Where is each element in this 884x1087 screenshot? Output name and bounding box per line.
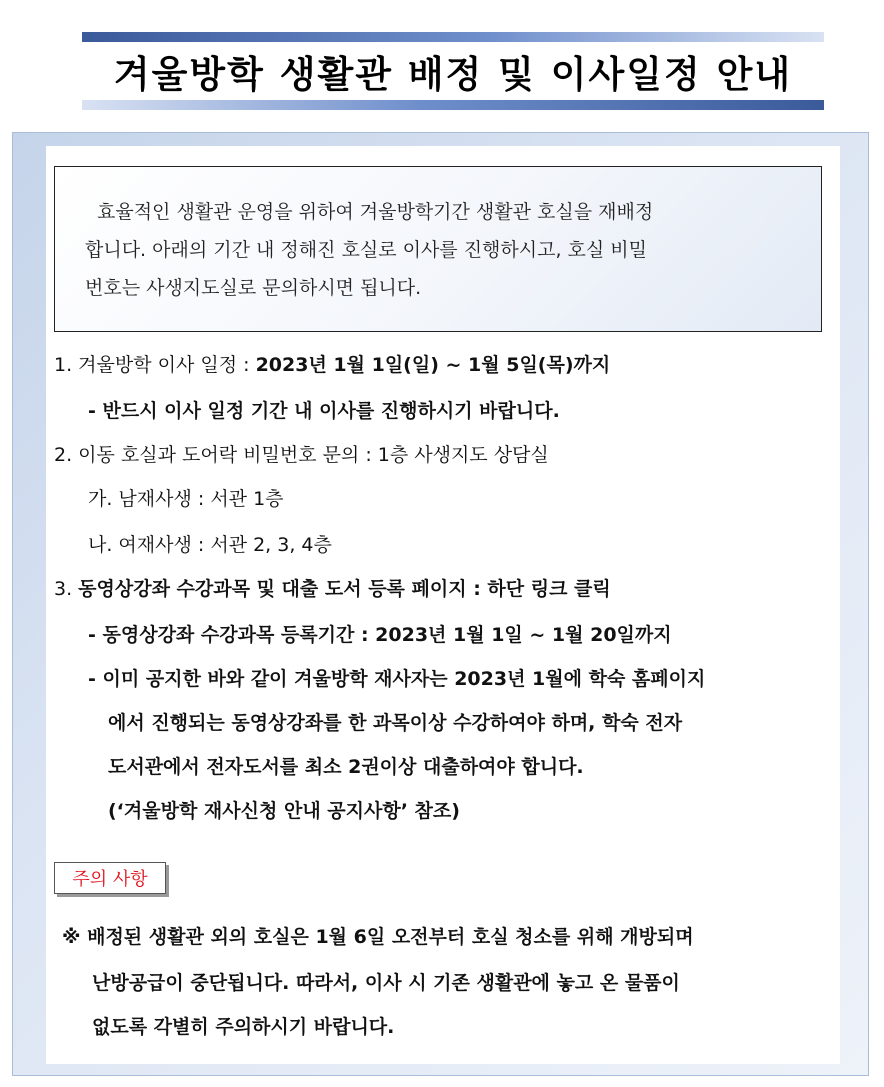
title-bottom-bar bbox=[82, 100, 824, 110]
intro-line-2: 합니다. 아래의 기간 내 정해진 호실로 이사를 진행하시고, 호실 비밀 bbox=[85, 239, 647, 261]
item-3-note-line-2: 에서 진행되는 동영상강좌를 한 과목이상 수강하여야 하며, 학숙 전자 bbox=[108, 712, 683, 734]
item-1-dates: 2023년 1월 1일(일) ~ 1월 5일(목)까지 bbox=[255, 354, 611, 376]
intro-line-3: 번호는 사생지도실로 문의하시면 됩니다. bbox=[85, 277, 422, 299]
item-1-note: - 반드시 이사 일정 기간 내 이사를 진행하시기 바랍니다. bbox=[88, 400, 560, 422]
item-3 bbox=[54, 574, 611, 601]
item-3-period: - 동영상강좌 수강과목 등록기간 : 2023년 1월 1일 ~ 1월 20일까지 bbox=[88, 624, 672, 646]
intro-box bbox=[54, 166, 822, 332]
caution-line-2: 난방공급이 중단됩니다. 따라서, 이사 시 기존 생활관에 놓고 온 물품이 bbox=[92, 972, 680, 994]
intro-text bbox=[85, 193, 797, 307]
item-2: 2. 이동 호실과 도어락 비밀번호 문의 : 1층 사생지도 상담실 bbox=[54, 444, 549, 466]
item-2-male: 가. 남재사생 : 서관 1층 bbox=[88, 488, 284, 510]
item-1-label: 1. 겨울방학 이사 일정 : bbox=[54, 354, 256, 376]
intro-line-1: 효율적인 생활관 운영을 위하여 겨울방학기간 생활관 호실을 재배정 bbox=[97, 201, 654, 223]
caution-line-1: ※ 배정된 생활관 외의 호실은 1월 6일 오전부터 호실 청소를 위해 개방되며 bbox=[62, 926, 694, 948]
item-3-title: 동영상강좌 수강과목 및 대출 도서 등록 페이지 : 하단 링크 클릭 bbox=[78, 578, 611, 600]
caution-line-3: 없도록 각별히 주의하시기 바랍니다. bbox=[92, 1016, 395, 1038]
title-banner bbox=[82, 32, 824, 110]
item-3-note-line-1: - 이미 공지한 바와 같이 겨울방학 재사자는 2023년 1월에 학숙 홈페이지 bbox=[88, 668, 706, 690]
item-3-note-line-4: (‘겨울방학 재사신청 안내 공지사항’ 참조) bbox=[108, 800, 460, 822]
page-title: 겨울방학 생활관 배정 및 이사일정 안내 bbox=[113, 53, 793, 96]
caution-badge: 주의 사항 bbox=[54, 862, 166, 894]
title-top-bar bbox=[82, 32, 824, 42]
item-1 bbox=[54, 350, 610, 377]
item-3-note-line-3: 도서관에서 전자도서를 최소 2권이상 대출하여야 합니다. bbox=[108, 756, 584, 778]
item-3-num: 3. bbox=[54, 578, 79, 600]
item-2-female: 나. 여재사생 : 서관 2, 3, 4층 bbox=[88, 534, 332, 556]
